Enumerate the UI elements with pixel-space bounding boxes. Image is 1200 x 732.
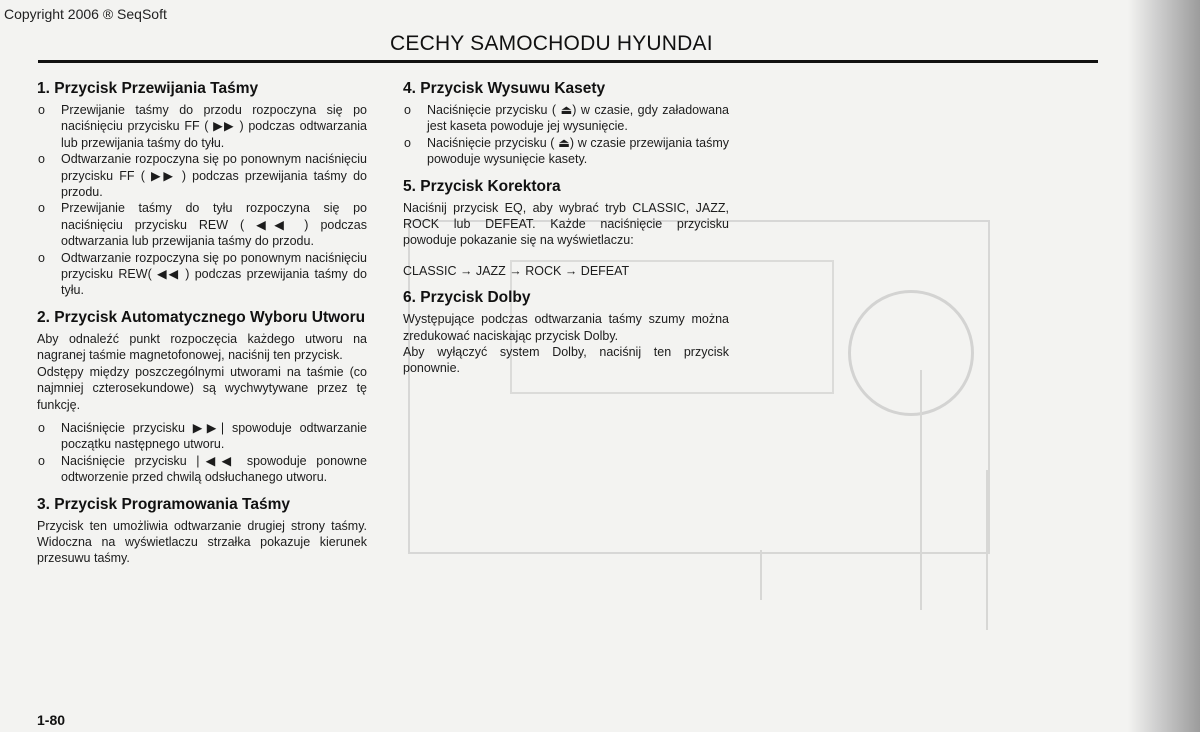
list-item: o Naciśnięcie przycisku ▶▶| spowoduje odtwarzanie początku następnego utworu. [37,420,367,453]
paragraph: Występujące podczas odtwarzania taśmy szumy można zredukować naciskając przycisk Dolby. [403,312,729,343]
list-item: o Naciśnięcie przycisku ( ⏏) w czasie przewijania taśmy powoduje wysunięcie kasety. [403,135,729,168]
copyright-notice: Copyright 2006 ® SeqSoft [4,6,167,22]
paragraph: Aby wyłączyć system Dolby, naciśnij ten przycisk ponownie. [403,345,729,376]
section-equalizer [403,178,729,280]
section-dolby [403,289,729,377]
page-number: 1-80 [37,712,66,728]
bullet-list [37,420,367,486]
middle-column [403,80,729,387]
section-tape-wind [37,80,367,299]
list-item: o Naciśnięcie przycisku ( ⏏) w czasie, gdy załadowana jest kaseta powoduje jej wysunięcie. [403,102,729,135]
list-item: o Odtwarzanie rozpoczyna się po ponownym naciśnięciu przycisku FF ( ▶▶ ) podczas przewijania taśmy do przodu. [37,151,367,200]
section-title: 4. Przycisk Wysuwu Kasety [403,80,606,97]
section-eject [403,80,729,168]
list-item: o Naciśnięcie przycisku |◀◀ spowoduje ponowne odtworzenie przed chwilą odsłuchanego utworu. [37,453,367,486]
paragraph: Naciśnij przycisk EQ, aby wybrać tryb CLASSIC, JAZZ, ROCK lub DEFEAT. Każde naciśnięcie przycisku powoduje pokazanie się na wyświetlaczu: [403,200,729,248]
bullet-list [403,102,729,168]
page-header-title: CECHY SAMOCHODU HYUNDAI [390,32,713,55]
header-rule [38,60,1098,63]
paragraph: Odstępy między poszczególnymi utworami na taśmie (co najmniej czterosekundowe) są wychwytywane przez tę funkcję. [37,364,367,412]
list-item: o Przewijanie taśmy do tyłu rozpoczyna się po naciśnięciu przycisku REW ( ◀◀ ) podczas odtwarzania lub przewijania taśmy do przodu. [37,200,367,249]
paragraph: Aby odnaleźć punkt rozpoczęcia każdego utworu na nagranej taśmie magnetofonowej, naciśnij ten przycisk. [37,331,367,363]
section-auto-track [37,309,367,486]
list-item: o Odtwarzanie rozpoczyna się po ponownym naciśnięciu przycisku REW( ◀◀ ) podczas przewijania taśmy do tyłu. [37,250,367,299]
list-item: o Przewijanie taśmy do przodu rozpoczyna się po naciśnięciu przycisku FF ( ▶▶ ) podczas odtwarzania lub przewijania taśmy do tyłu. [37,102,367,151]
eq-sequence: CLASSIC → JAZZ → ROCK → DEFEAT [403,263,630,278]
left-column [37,80,367,577]
section-title: 2. Przycisk Automatycznego Wyboru Utworu [37,308,366,326]
section-title: 1. Przycisk Przewijania Taśmy [37,80,259,97]
bullet-list [37,102,367,299]
section-tape-program [37,496,367,567]
section-title: 5. Przycisk Korektora [403,177,561,195]
paragraph: Przycisk ten umożliwia odtwarzanie drugiej strony taśmy. Widoczna na wyświetlaczu strzałka pokazuje kierunek przesuwu taśmy. [37,518,367,566]
section-title: 6. Przycisk Dolby [403,289,531,307]
section-title: 3. Przycisk Programowania Taśmy [37,495,290,513]
